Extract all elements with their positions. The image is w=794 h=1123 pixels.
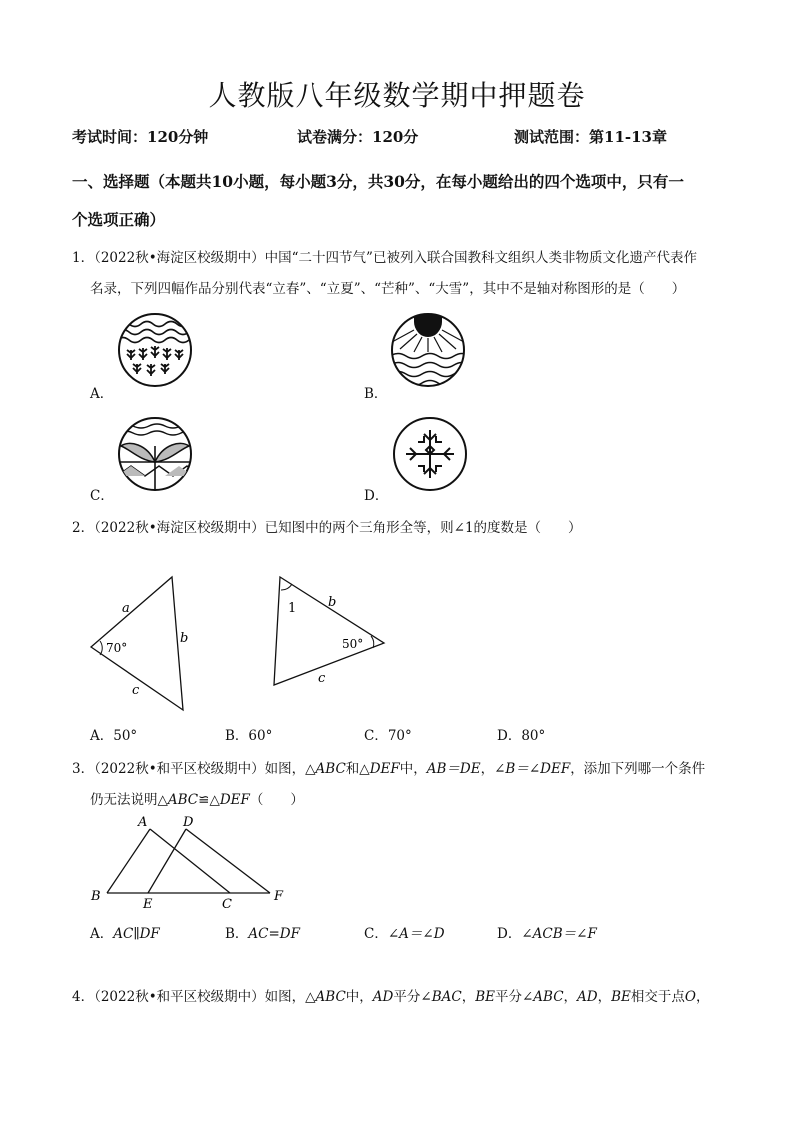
q1-option-b-label: B． <box>364 386 388 402</box>
q2-label-c-left: c <box>132 683 140 698</box>
q3-option-a: A．AC∥DF <box>90 926 160 942</box>
section-heading-line2: 个选项正确） <box>72 210 166 229</box>
q1-option-a-label: A． <box>90 386 114 402</box>
q1-stem-line1: 1．（2022秋•海淀区校级期中）中国“二十四节气”已被列入联合国教科文组织人类非物质文化遗产代表作 <box>72 250 697 266</box>
test-scope: 测试范围：第11-13章 <box>514 128 667 146</box>
q2-label-70: 70° <box>106 641 128 655</box>
q1-option-d-label: D． <box>364 488 389 504</box>
q2-label-c-right: c <box>318 671 326 686</box>
q3-option-c: C．∠A＝∠D <box>364 926 445 942</box>
q3-label-a: A <box>138 815 148 830</box>
q1-option-c-label: C． <box>90 488 114 504</box>
q2-stem: 2．（2022秋•海淀区校级期中）已知图中的两个三角形全等，则∠1的度数是（ ） <box>72 520 582 536</box>
q3-label-c: C <box>222 897 232 912</box>
q2-option-b: B．60° <box>225 728 273 744</box>
full-score: 试卷满分：120分 <box>297 128 419 146</box>
page-title: 人教版八年级数学期中押题卷 <box>208 79 586 112</box>
q2-option-a: A．50° <box>90 728 138 744</box>
q2-label-b-right: b <box>328 595 337 610</box>
q1-stem-line2: 名录，下列四幅作品分别代表“立春”、“立夏”、“芒种”、“大雪”，其中不是轴对称图形的是（ ） <box>90 281 686 297</box>
section-heading-line1: 一、选择题（本题共10小题，每小题3分，共30分，在每小题给出的四个选项中，只有一 <box>72 172 684 191</box>
q3-option-b: B．AC=DF <box>225 926 301 942</box>
q3-label-f: F <box>274 889 284 904</box>
q2-label-b-left: b <box>180 631 189 646</box>
q3-label-e: E <box>143 897 153 912</box>
q3-label-d: D <box>183 815 194 830</box>
q2-label-1: 1 <box>288 601 297 616</box>
q4-stem-line1: 4．（2022秋•和平区校级期中）如图，△ABC中，AD平分∠BAC，BE平分∠ABC，AD，BE相交于点O， <box>72 989 710 1005</box>
q3-label-b: B <box>91 889 101 904</box>
q3-option-d: D．∠ACB＝∠F <box>497 926 597 942</box>
exam-time: 考试时间：120分钟 <box>72 128 209 146</box>
q2-option-c: C．70° <box>364 728 412 744</box>
q2-label-a: a <box>122 601 130 616</box>
q3-stem-line2: 仍无法说明△ABC≌△DEF（ ） <box>90 792 304 808</box>
q2-option-d: D．80° <box>497 728 546 744</box>
q3-stem-line1: 3．（2022秋•和平区校级期中）如图，△ABC和△DEF中，AB＝DE，∠B＝∠DEF，添加下列哪一个条件 <box>72 761 706 777</box>
q2-label-50: 50° <box>342 637 364 651</box>
